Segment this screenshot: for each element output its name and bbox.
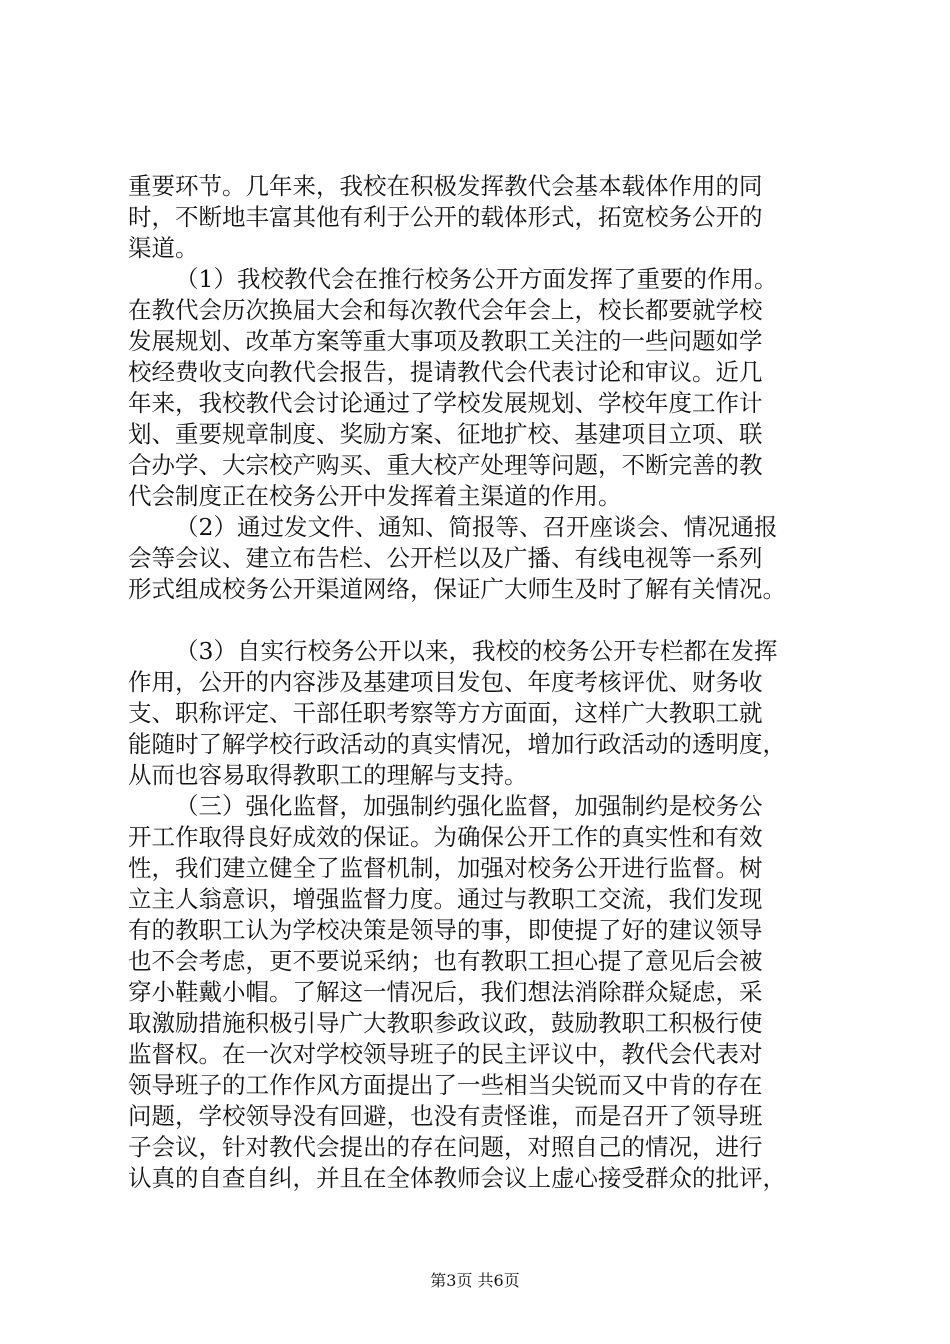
text-line: 有的教职工认为学校决策是领导的事，即使提了好的建议领导 xyxy=(128,916,763,944)
text-line: 认真的自查自纠，并且在全体教师会议上虚心接受群众的批评， xyxy=(128,1164,786,1192)
paragraph-start-line: （三）强化监督，加强制约强化监督，加强制约是校务公 xyxy=(175,792,763,820)
text-line: 渠道。 xyxy=(128,234,199,262)
paragraph-start-line: （2）通过发文件、通知、简报等、召开座谈会、情况通报 xyxy=(175,513,778,541)
text-line: 在教代会历次换届大会和每次教代会年会上，校长都要就学校 xyxy=(128,296,763,324)
text-line: 从而也容易取得教职工的理解与支持。 xyxy=(128,761,528,789)
text-line: 会等会议、建立布告栏、公开栏以及广播、有线电视等一系列 xyxy=(128,544,763,572)
text-line: 形式组成校务公开渠道网络，保证广大师生及时了解有关情况。 xyxy=(128,575,786,603)
paragraph-gap xyxy=(128,605,842,636)
text-line: 子会议，针对教代会提出的存在问题，对照自己的情况，进行 xyxy=(128,1133,763,1161)
paragraph-start-line: （3）自实行校务公开以来，我校的校务公开专栏都在发挥 xyxy=(175,637,778,665)
text-line: 也不会考虑，更不要说采纳；也有教职工担心提了意见后会被 xyxy=(128,947,763,975)
text-line: 立主人翁意识，增强监督力度。通过与教职工交流，我们发现 xyxy=(128,885,763,913)
text-line: 支、职称评定、干部任职考察等方方面面，这样广大教职工就 xyxy=(128,699,763,727)
text-line: 时，不断地丰富其他有利于公开的载体形式，拓宽校务公开的 xyxy=(128,203,763,231)
text-line: 发展规划、改革方案等重大事项及教职工关注的一些问题如学 xyxy=(128,327,763,355)
text-line: 问题，学校领导没有回避，也没有责怪谁，而是召开了领导班 xyxy=(128,1102,763,1130)
text-line: 重要环节。几年来，我校在积极发挥教代会基本载体作用的同 xyxy=(128,172,763,200)
text-line: 能随时了解学校行政活动的真实情况，增加行政活动的透明度， xyxy=(128,730,786,758)
text-line: 校经费收支向教代会报告，提请教代会代表讨论和审议。近几 xyxy=(128,358,763,386)
text-line: 代会制度正在校务公开中发挥着主渠道的作用。 xyxy=(128,482,622,510)
text-line: 监督权。在一次对学校领导班子的民主评议中，教代会代表对 xyxy=(128,1040,763,1068)
page-footer: 第3页 共6页 xyxy=(430,1271,520,1290)
body-text xyxy=(128,171,842,1194)
paragraph-start-line: （1）我校教代会在推行校务公开方面发挥了重要的作用。 xyxy=(175,265,778,293)
text-line: 合办学、大宗校产购买、重大校产处理等问题，不断完善的教 xyxy=(128,451,763,479)
text-line: 穿小鞋戴小帽。了解这一情况后，我们想法消除群众疑虑，采 xyxy=(128,978,763,1006)
text-line: 领导班子的工作作风方面提出了一些相当尖锐而又中肯的存在 xyxy=(128,1071,763,1099)
text-line: 开工作取得良好成效的保证。为确保公开工作的真实性和有效 xyxy=(128,823,763,851)
text-line: 取激励措施积极引导广大教职参政议政，鼓励教职工积极行使 xyxy=(128,1009,763,1037)
text-line: 作用，公开的内容涉及基建项目发包、年度考核评优、财务收 xyxy=(128,668,763,696)
text-line: 划、重要规章制度、奖励方案、征地扩校、基建项目立项、联 xyxy=(128,420,763,448)
text-line: 性，我们建立健全了监督机制，加强对校务公开进行监督。树 xyxy=(128,854,763,882)
text-line: 年来，我校教代会讨论通过了学校发展规划、学校年度工作计 xyxy=(128,389,763,417)
